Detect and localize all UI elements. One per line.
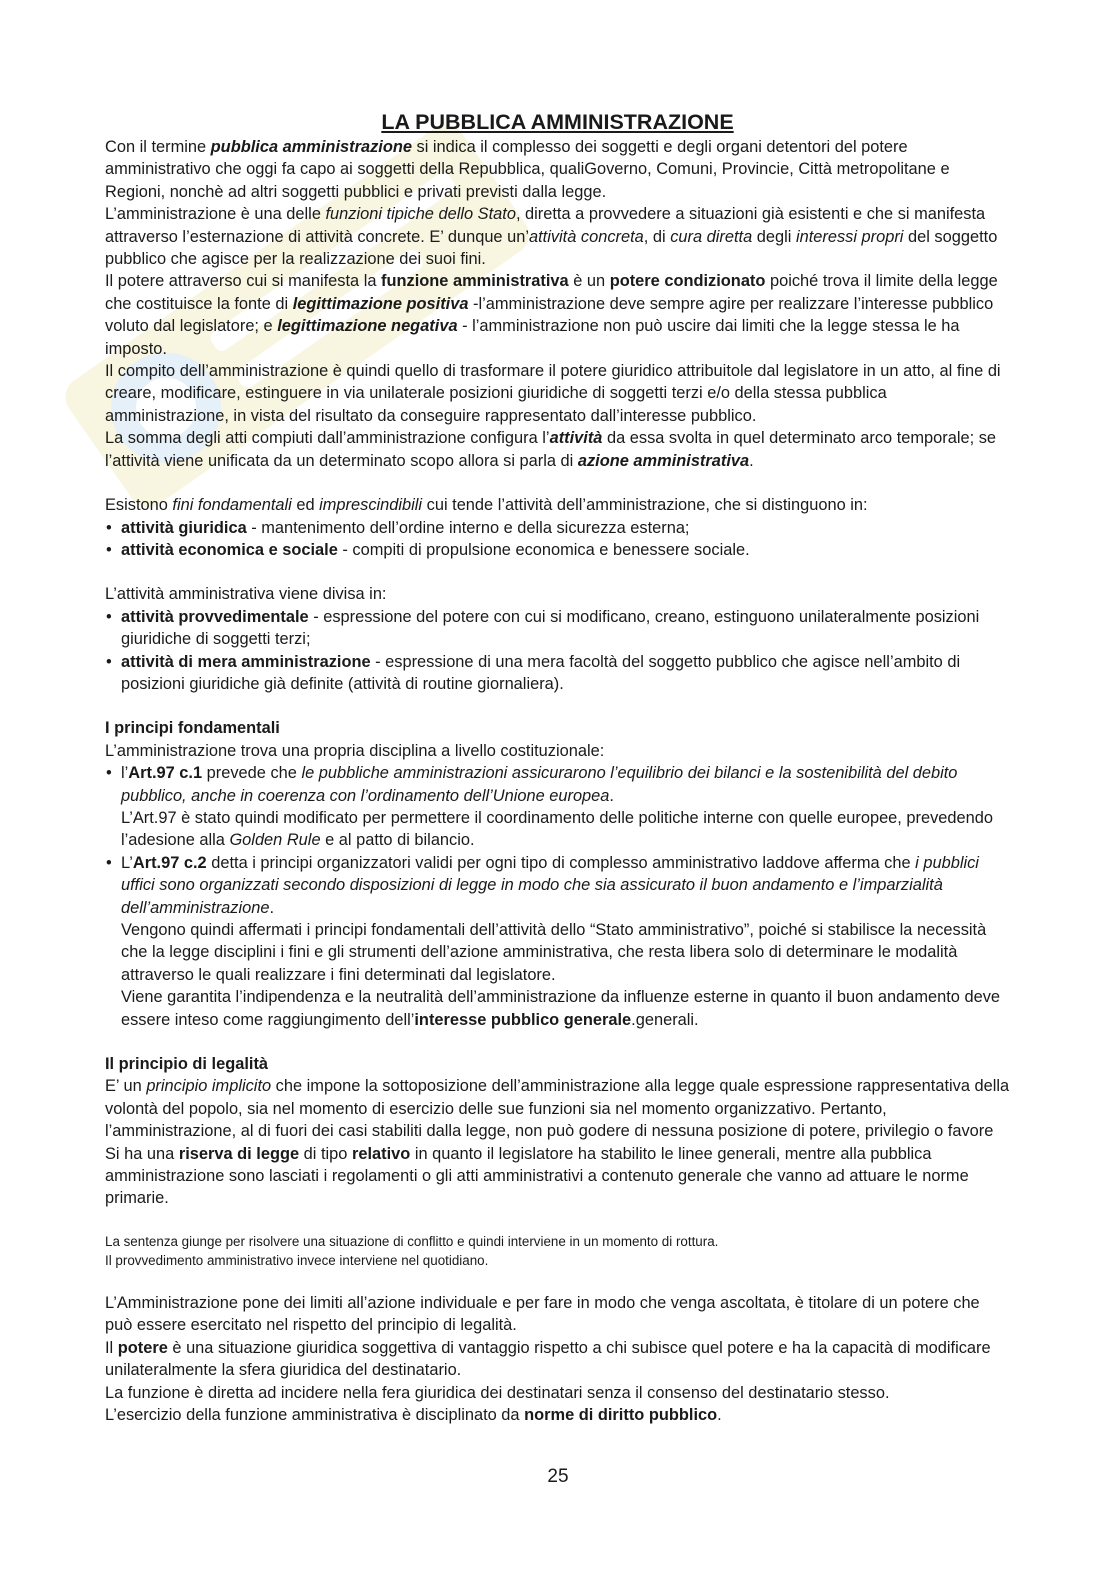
emphasis-text: Art.97 c.1 xyxy=(128,764,203,783)
text-run: , di xyxy=(643,227,671,246)
emphasis-text: potere condizionato xyxy=(609,272,766,291)
page-number: 25 xyxy=(547,1466,569,1487)
compito-paragraph xyxy=(105,360,1010,427)
emphasis-text: azione amministrativa xyxy=(577,451,750,470)
emphasis-text: interessi propri xyxy=(795,227,904,246)
text-run: è una situazione giuridica soggettiva di vantaggio rispetto a chi subisce quel potere e ha la capacità di modificare unilateralmente la sfera giuridica del destinatario. xyxy=(105,1338,991,1380)
emphasis-text: funzione amministrativa xyxy=(381,272,569,291)
text-run: - mantenimento dell’ordine interno e della sicurezza esterna; xyxy=(246,518,690,537)
text-run: e al patto di bilancio. xyxy=(320,831,475,850)
text-run: Esistono xyxy=(105,496,173,515)
divisa-paragraph xyxy=(105,583,1010,605)
text-run: da essa svolta in quel determinato arco temporale; se l’attività viene unificata da un determinato scopo allora si parla di xyxy=(105,429,997,470)
principi-intro xyxy=(105,740,1010,762)
emphasis-text: attività provvedimentale xyxy=(121,607,309,626)
text-run: detta i principi organizzatori validi per ogni tipo di complesso amministrativo laddove afferma che xyxy=(206,853,916,872)
text-run: .generali. xyxy=(631,1010,699,1029)
text-run: . xyxy=(609,786,614,805)
definition-paragraph xyxy=(105,203,1010,270)
text-run: Il compito dell’amministrazione è quindi quello di trasformare il potere giuridico attribuitole dal legislatore in un atto, al fine di creare, modificare, estinguere in via unilaterale posizioni giuridiche di soggetti terzi e/o della stessa pubblica amministrazione, in vista del risultato da conseguire rappresentato dall’interesse pubblico. xyxy=(105,362,1001,425)
text-run: Il xyxy=(105,1338,118,1357)
text-run: ed xyxy=(291,496,320,515)
text-run: La somma degli atti compiuti dall’amministrazione configura l’ xyxy=(105,429,550,448)
emphasis-text: interesse pubblico generale xyxy=(414,1010,632,1029)
emphasis-text: legittimazione negativa xyxy=(277,317,458,336)
text-run: degli xyxy=(752,227,796,246)
page-title: LA PUBBLICA AMMINISTRAZIONE xyxy=(381,110,734,134)
fini-paragraph xyxy=(105,494,1010,516)
emphasis-text: attività concreta xyxy=(528,227,644,246)
list-item xyxy=(105,762,1010,852)
text-run: , diretta a provvedere a situazioni già esistenti e che si manifesta attraverso l’esternazione di attività concrete. E’ dunque un’ xyxy=(105,205,986,246)
text-run: L’Art.97 è stato quindi modificato per permettere il coordinamento delle politiche interne con quelle europee, prevedendo l’adesione alla xyxy=(121,808,993,850)
text-run: - espressione del potere con cui si modificano, creano, estinguono unilateralmente posizioni giuridiche di soggetti terzi; xyxy=(121,607,980,649)
final-paragraph-4 xyxy=(105,1404,1010,1426)
text-run: del soggetto pubblico che agisce per la realizzazione dei suoi fini. xyxy=(105,227,998,269)
emphasis-text: Art.97 c.2 xyxy=(132,853,207,872)
text-run: in quanto il legislatore ha stabilito le linee generali, mentre alla pubblica amministrazione sono lasciati i regolamenti o gli atti amministrativi a contenuto generale che vanno ad attuare le norme primarie. xyxy=(105,1144,969,1208)
text-run: - espressione di una mera facoltà del soggetto pubblico che agisce nell’ambito di posizioni giuridiche già definite (attività di routine giornaliera). xyxy=(121,652,961,693)
emphasis-text: attività xyxy=(549,429,603,448)
emphasis-text: relativo xyxy=(351,1144,411,1163)
text-run: prevede che xyxy=(202,764,302,783)
text-run: Il potere attraverso cui si manifesta la xyxy=(105,272,382,291)
text-run: L’amministrazione è una delle xyxy=(105,205,326,224)
fini-list xyxy=(105,517,1010,562)
document-page xyxy=(105,108,1010,1426)
text-run: che impone la sottoposizione dell’amministrazione alla legge quale espressione rappresentativa della volontà del popolo, sia nel momento di esercizio delle sue funzioni sia nel momento organizzativo. Pertanto, l’amministrazione, al di fuori dei casi stabiliti dalla legge, non può godere di nessuna posizione di potere, privilegio o favore xyxy=(105,1077,1010,1141)
text-run: L’ xyxy=(121,853,133,872)
emphasis-text: i pubblici uffici sono organizzati secondo disposizioni di legge in modo che sia assicurato il buon andamento e l’imparzialità dell’amministrazione xyxy=(121,853,979,917)
list-item xyxy=(105,651,1010,696)
principi-heading: I principi fondamentali xyxy=(105,719,280,738)
list-item xyxy=(105,517,1010,539)
list-item xyxy=(105,606,1010,651)
emphasis-text: pubblica amministrazione xyxy=(210,138,412,156)
text-run: Si ha una xyxy=(105,1144,179,1163)
potere-paragraph xyxy=(105,270,1010,360)
note-sentenza: La sentenza giunge per risolvere una situazione di conflitto e quindi interviene in un momento di rottura. xyxy=(105,1233,719,1249)
list-item xyxy=(105,852,1010,1031)
divisa-list xyxy=(105,606,1010,696)
final-paragraph-2 xyxy=(105,1337,1010,1382)
text-run: poiché trova il limite della legge che costituisce la fonte di xyxy=(105,272,998,313)
text-run: è un xyxy=(568,272,610,291)
emphasis-text: attività giuridica xyxy=(121,518,247,537)
emphasis-text: riserva di legge xyxy=(178,1144,300,1163)
text-run: L’Amministrazione pone dei limiti all’azione individuale e per fare in modo che venga ascoltata, è titolare di un potere che può essere esercitato nel rispetto del principio di legalità. xyxy=(105,1293,980,1335)
text-run: . xyxy=(269,898,275,917)
intro-paragraph xyxy=(105,136,1010,203)
emphasis-text: principio implicito xyxy=(146,1077,272,1096)
principi-list xyxy=(105,762,1010,1031)
emphasis-text: potere xyxy=(117,1338,168,1357)
text-run: Con il termine xyxy=(105,138,211,156)
emphasis-text: attività economica e sociale xyxy=(121,540,338,559)
emphasis-text: funzioni tipiche dello Stato xyxy=(325,205,516,224)
final-paragraph-3 xyxy=(105,1382,1010,1404)
text-run: - l’amministrazione non può uscire dai limiti che la legge stessa le ha imposto. xyxy=(105,317,960,358)
emphasis-text: le pubbliche amministrazioni assicurarono l’equilibrio dei bilanci e la sostenibilità del debito pubblico, anche in coerenza con l’ordinamento dell’Unione europea xyxy=(121,764,958,805)
text-run: La funzione è diretta ad incidere nella fera giuridica dei destinatari senza il consenso del destinatario stesso. xyxy=(105,1383,890,1402)
text-run: L’attività amministrativa viene divisa in: xyxy=(105,585,387,604)
emphasis-text: imprescindibili xyxy=(319,496,423,515)
emphasis-text: Golden Rule xyxy=(229,831,321,850)
emphasis-text: legittimazione positiva xyxy=(292,294,469,313)
note-provvedimento: Il provvedimento amministrativo invece interviene nel quotidiano. xyxy=(105,1252,489,1268)
legalita-paragraph-1 xyxy=(105,1075,1010,1142)
legalita-paragraph-2 xyxy=(105,1143,1010,1210)
emphasis-text: norme di diritto pubblico xyxy=(524,1405,718,1424)
emphasis-text: fini fondamentali xyxy=(172,496,292,515)
text-run: L’amministrazione trova una propria disciplina a livello costituzionale: xyxy=(105,741,605,760)
text-run: . xyxy=(717,1405,722,1424)
legalita-heading: Il principio di legalità xyxy=(105,1055,269,1074)
emphasis-text: attività di mera amministrazione xyxy=(121,652,371,671)
emphasis-text: cura diretta xyxy=(670,227,753,246)
text-run: E’ un xyxy=(105,1077,147,1096)
list-item xyxy=(105,539,1010,561)
text-run: Viene garantita l’indipendenza e la neutralità dell’amministrazione da influenze esterne in quanto il buon andamento deve essere inteso come raggiungimento dell’ xyxy=(121,988,1001,1029)
final-paragraph-1 xyxy=(105,1292,1010,1337)
attivita-paragraph xyxy=(105,427,1010,472)
text-run: - compiti di propulsione economica e benessere sociale. xyxy=(337,540,750,559)
text-run: si indica il complesso dei soggetti e degli organi detentori del potere amministrativo che oggi fa capo ai soggetti della Repubblica, qualiGoverno, Comuni, Provincie, Città metropolitane e Regioni, nonchè ad altri soggetti pubblici e privati previsti dalla legge. xyxy=(105,138,950,201)
text-run: cui tende l’attività dell’amministrazione, che si distinguono in: xyxy=(422,496,868,515)
text-run: L’esercizio della funzione amministrativa è disciplinato da xyxy=(105,1405,525,1424)
text-run: -l’amministrazione deve sempre agire per realizzare l’interesse pubblico voluto dal legislatore; e xyxy=(105,294,994,336)
text-run: Vengono quindi affermati i principi fondamentali dell’attività dello “Stato amministrativo”, poiché si stabilisce la necessità che la legge disciplini i fini e gli strumenti dell’azione amministrativa, che resta libera solo di determinare le modalità attraverso le quali realizzare i fini determinati dal legislatore. xyxy=(121,921,987,984)
text-run: . xyxy=(749,451,754,470)
text-run: di tipo xyxy=(299,1144,352,1163)
text-run: l’ xyxy=(121,764,129,783)
